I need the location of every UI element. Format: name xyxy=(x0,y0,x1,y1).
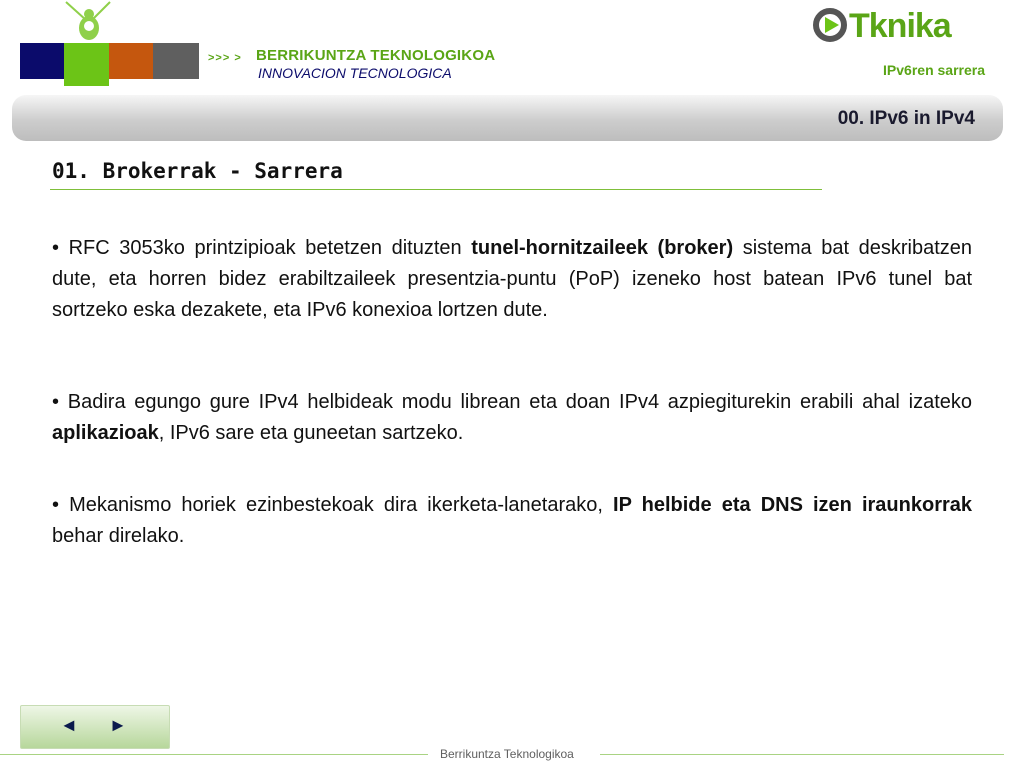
bullet: • xyxy=(52,391,68,413)
paragraph-2 xyxy=(52,387,972,449)
emphasis: IP helbide eta DNS izen iraunkorrak xyxy=(613,494,973,516)
text: Mekanismo horiek ezinbestekoak dira ikerketa-lanetarako, xyxy=(69,494,614,516)
bullet: • xyxy=(52,494,70,516)
footer-divider-left xyxy=(0,754,428,755)
text: sistema bat deskribatzen dute, eta horren bidez erabiltzaileek presentzia-puntu (PoP) izeneko host batean IPv6 tunel bat sortzeko eska dezakete, eta IPv6 konexioa lortzen dute. xyxy=(52,237,973,321)
emphasis: tunel-hornitzaileek (broker) xyxy=(471,237,734,259)
footer-text: Berrikuntza Teknologikoa xyxy=(440,747,574,761)
bullet: • xyxy=(52,237,69,259)
logo-text: Tknika xyxy=(849,7,951,45)
slide-title: 00. IPv6 in IPv4 xyxy=(837,108,975,129)
logo-block-grey xyxy=(153,43,199,79)
section-heading: 01. Brokerrak - Sarrera xyxy=(52,159,343,183)
text: , IPv6 sare eta guneetan sartzeko. xyxy=(158,422,464,444)
tknika-logo xyxy=(813,5,998,45)
previous-slide-button[interactable]: ◄ xyxy=(60,715,78,735)
text: RFC 3053ko printzipioak betetzen dituzten xyxy=(68,237,472,259)
paragraph-3 xyxy=(52,490,972,552)
logo-block-orange xyxy=(109,43,153,79)
mascot-logo-icon xyxy=(62,0,114,44)
next-slide-button[interactable]: ► xyxy=(109,715,127,735)
brand-arrows: >>> > xyxy=(208,52,242,64)
presentation-topic: IPv6ren sarrera xyxy=(883,62,985,78)
svg-text:Tknika xyxy=(849,7,953,45)
text: Badira egungo gure IPv4 helbideak modu librean eta doan IPv4 azpiegiturekin erabili ahal izateko xyxy=(67,391,972,413)
text: behar direlako. xyxy=(52,525,185,547)
section-divider xyxy=(50,189,822,190)
brand-title: BERRIKUNTZA TEKNOLOGIKOA xyxy=(256,47,496,64)
emphasis: aplikazioak xyxy=(52,422,159,444)
title-bar xyxy=(12,95,1003,141)
logo-block-green xyxy=(64,43,109,86)
footer-divider-right xyxy=(600,754,1004,755)
paragraph-1 xyxy=(52,233,972,326)
logo-block-navy xyxy=(20,43,64,79)
slide-navigation xyxy=(20,705,170,749)
brand-subtitle: INNOVACION TECNOLOGICA xyxy=(258,65,452,81)
